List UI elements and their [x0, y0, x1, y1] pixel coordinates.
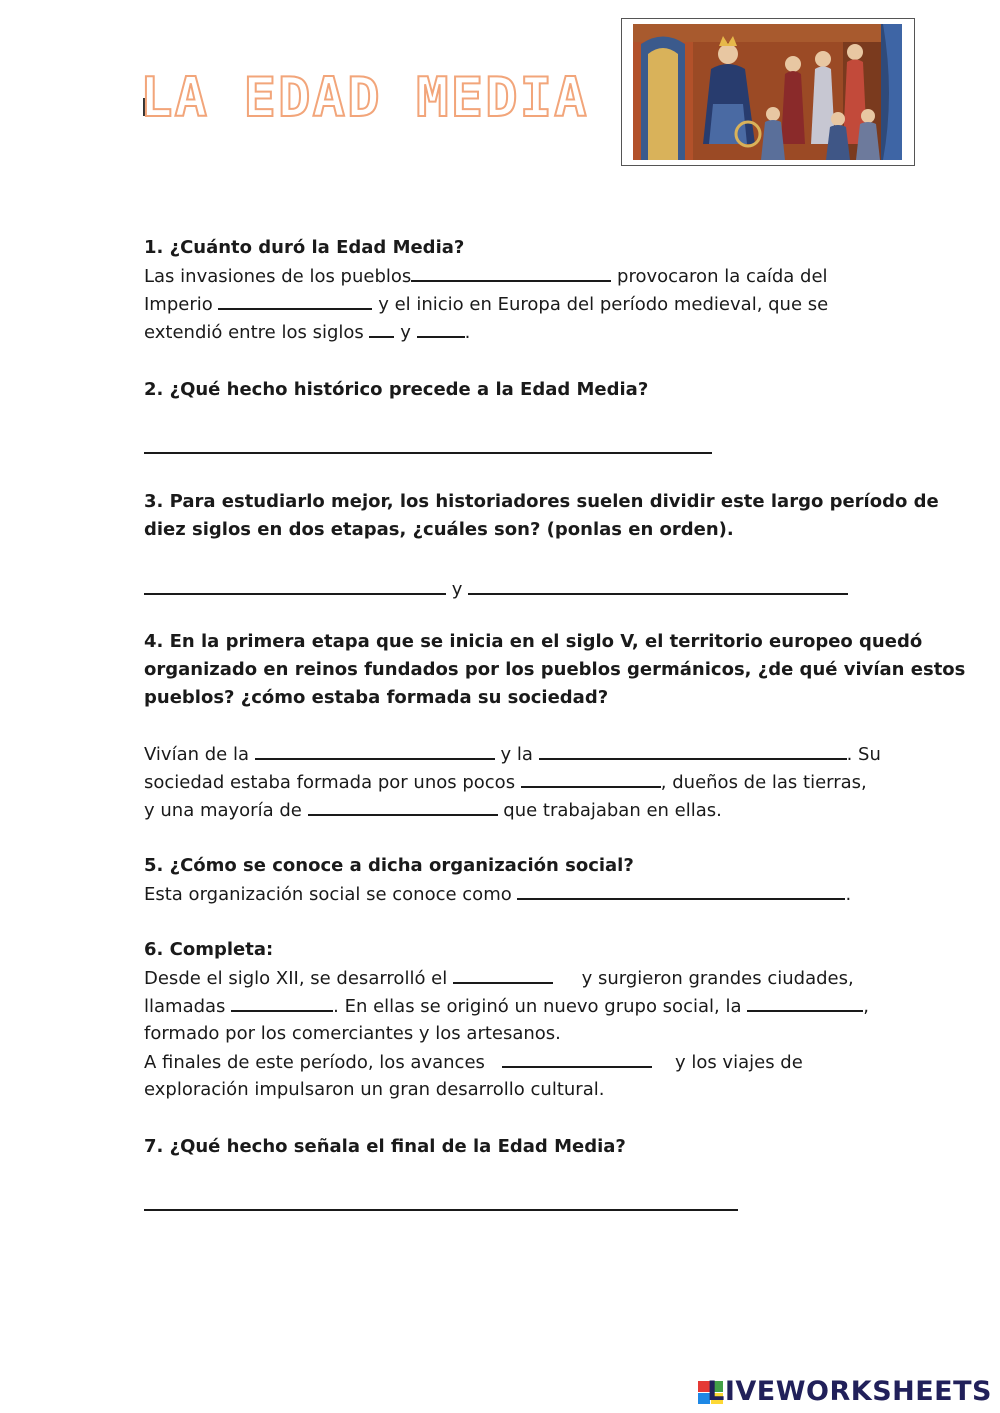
answer-blank-mayoria[interactable] [308, 796, 498, 816]
answer-blank-desarrollo[interactable] [453, 964, 553, 984]
question-4-line-2: organizado en reinos fundados por los pueblos germánicos, ¿de qué vivían estos [144, 659, 966, 680]
question-1-line-3: extendió entre los siglos y . [144, 318, 470, 347]
answer-blank-etapa-1[interactable] [144, 575, 446, 595]
question-6-line-5: exploración impulsaron un gran desarrollo cultural. [144, 1079, 605, 1100]
answer-line-q2[interactable] [144, 452, 712, 454]
question-6-line-1: Desde el siglo XII, se desarrolló el y surgieron grandes ciudades, [144, 964, 854, 993]
liveworksheets-logo: LIVEWORKSHEETS [707, 1376, 992, 1407]
answer-line-q7[interactable] [144, 1209, 738, 1211]
question-1-line-2: Imperio y el inicio en Europa del período medieval, que se [144, 290, 828, 319]
question-4-line-4: Vivían de la y la . Su [144, 740, 881, 769]
question-6: 6. Completa: [144, 939, 274, 960]
page-title: LA EDAD MEDIA [140, 66, 589, 129]
question-6-line-3: formado por los comerciantes y los artesanos. [144, 1023, 561, 1044]
medieval-illumination-image [633, 24, 902, 160]
question-5-line-1: Esta organización social se conoce como . [144, 880, 851, 909]
question-7: 7. ¿Qué hecho señala el final de la Edad Media? [144, 1136, 626, 1157]
question-3-answer: y [144, 575, 848, 604]
answer-blank-etapa-2[interactable] [468, 575, 848, 595]
answer-blank-vivian-2[interactable] [539, 740, 847, 760]
question-3-line-1: 3. Para estudiarlo mejor, los historiadores suelen dividir este largo período de [144, 491, 939, 512]
answer-blank-organizacion[interactable] [517, 880, 845, 900]
question-4-line-3: pueblos? ¿cómo estaba formada su sociedad? [144, 687, 609, 708]
question-5: 5. ¿Cómo se conoce a dicha organización social? [144, 855, 634, 876]
answer-blank-duenos[interactable] [521, 768, 661, 788]
answer-blank-avances[interactable] [502, 1048, 652, 1068]
answer-blank-grupo-social[interactable] [747, 992, 863, 1012]
question-4-line-6: y una mayoría de que trabajaban en ellas. [144, 796, 722, 825]
question-6-line-2: llamadas . En ellas se originó un nuevo grupo social, la , [144, 992, 869, 1021]
answer-blank-imperio[interactable] [218, 290, 372, 310]
question-4-line-1: 4. En la primera etapa que se inicia en el siglo V, el territorio europeo quedó [144, 631, 923, 652]
question-4-line-5: sociedad estaba formada por unos pocos , dueños de las tierras, [144, 768, 867, 797]
question-1: 1. ¿Cuánto duró la Edad Media? [144, 237, 465, 258]
question-3-line-2: diez siglos en dos etapas, ¿cuáles son? (ponlas en orden). [144, 519, 734, 540]
answer-blank-siglo-inicio[interactable] [369, 318, 394, 338]
question-6-line-4: A finales de este período, los avances y los viajes de [144, 1048, 803, 1077]
question-1-line-1: Las invasiones de los pueblos provocaron la caída del [144, 262, 828, 291]
answer-blank-ciudades[interactable] [231, 992, 333, 1012]
question-2: 2. ¿Qué hecho histórico precede a la Edad Media? [144, 379, 649, 400]
answer-blank-vivian-1[interactable] [255, 740, 495, 760]
answer-blank-siglo-fin[interactable] [417, 318, 465, 338]
answer-blank-pueblos[interactable] [411, 262, 611, 282]
